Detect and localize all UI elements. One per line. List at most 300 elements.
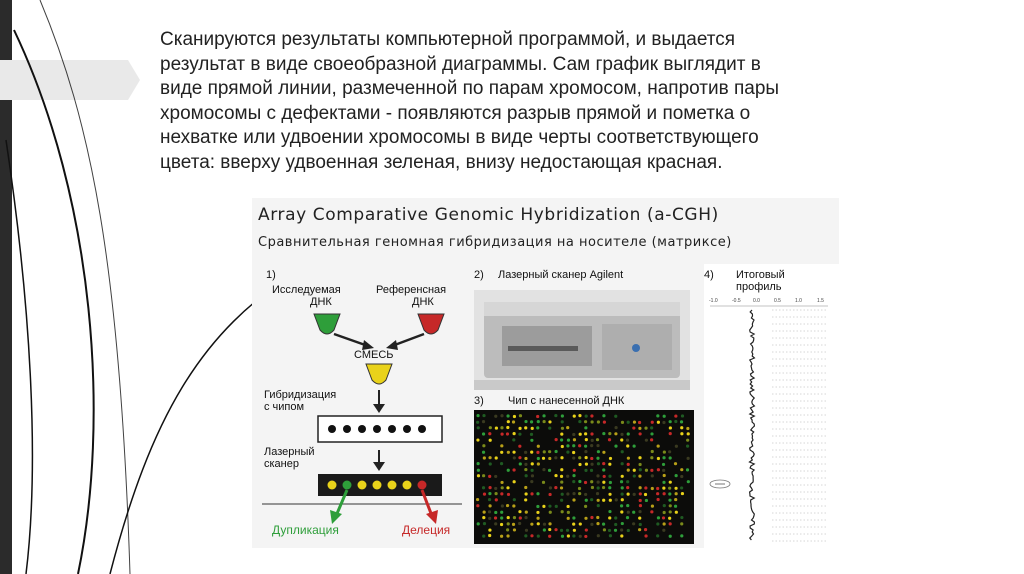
array-spot — [590, 463, 593, 466]
array-spot — [537, 457, 540, 460]
array-spot — [662, 529, 665, 532]
array-spot — [614, 426, 617, 429]
array-spot — [620, 480, 623, 483]
array-spot — [681, 414, 684, 417]
panel4-number: 4) — [704, 269, 714, 281]
array-spot — [519, 462, 522, 465]
array-spot — [603, 528, 606, 531]
array-spot — [549, 511, 552, 514]
array-spot — [506, 504, 509, 507]
array-spot — [501, 504, 504, 507]
paragraph-line: цвета: вверху удвоенная зеленая, внизу недостающая красная. — [160, 151, 723, 173]
paragraph-line: нехватке или удвоении хромосомы в виде черты соответствующего — [160, 127, 759, 148]
array-spot — [561, 510, 564, 513]
array-spot — [554, 456, 557, 459]
array-spot — [488, 486, 491, 489]
array-spot — [657, 468, 660, 471]
array-spot — [560, 468, 563, 471]
array-spot — [548, 505, 551, 508]
array-spot — [524, 457, 527, 460]
array-spot — [687, 432, 690, 435]
array-spot — [500, 426, 503, 429]
array-spot — [525, 511, 528, 514]
array-spot — [596, 438, 599, 441]
array-spot — [506, 426, 509, 429]
array-spot — [644, 528, 647, 531]
array-spot — [614, 432, 617, 435]
array-spot — [614, 523, 617, 526]
array-spot — [536, 426, 539, 429]
array-spot — [554, 474, 557, 477]
array-spot — [566, 505, 569, 508]
array-spot — [639, 504, 642, 507]
array-spot — [627, 457, 630, 460]
array-spot — [602, 523, 605, 526]
array-spot — [669, 522, 672, 525]
array-spot — [669, 481, 672, 484]
array-spot — [656, 522, 659, 525]
array-spot — [657, 421, 660, 424]
array-spot — [543, 420, 546, 423]
array-spot — [614, 516, 617, 519]
array-spot — [639, 432, 642, 435]
array-spot — [596, 474, 599, 477]
array-spot — [633, 469, 636, 472]
array-spot — [608, 493, 611, 496]
array-spot — [560, 486, 563, 489]
array-spot — [530, 439, 533, 442]
array-spot — [512, 468, 515, 471]
array-spot — [572, 480, 575, 483]
array-spot — [609, 499, 612, 502]
array-spot — [548, 450, 551, 453]
array-spot — [507, 493, 510, 496]
array-spot — [674, 462, 677, 465]
array-spot — [561, 493, 564, 496]
array-spot — [627, 463, 630, 466]
array-spot — [572, 523, 575, 526]
array-spot — [482, 516, 485, 519]
array-spot — [590, 469, 593, 472]
array-spot — [566, 529, 569, 532]
array-spot — [633, 445, 636, 448]
panel3-number: 3) — [474, 395, 484, 407]
array-spot — [602, 481, 605, 484]
array-spot — [555, 505, 558, 508]
array-spot — [524, 498, 527, 501]
array-spot — [608, 529, 611, 532]
array-spot — [524, 534, 527, 537]
reference-label-2: ДНК — [412, 296, 434, 308]
array-spot — [489, 426, 492, 429]
array-spot — [561, 414, 564, 417]
array-spot — [512, 504, 515, 507]
array-spot — [608, 475, 611, 478]
array-spot — [513, 516, 516, 519]
array-spot — [495, 456, 498, 459]
array-spot — [662, 487, 665, 490]
array-spot — [500, 523, 503, 526]
array-spot — [602, 486, 605, 489]
array-spot — [596, 457, 599, 460]
array-spot — [477, 426, 480, 429]
array-spot — [500, 451, 503, 454]
array-spot — [500, 516, 503, 519]
array-spot — [573, 469, 576, 472]
array-spot — [495, 426, 498, 429]
array-spot — [639, 468, 642, 471]
array-spot — [680, 486, 683, 489]
array-spot — [686, 445, 689, 448]
array-spot — [584, 505, 587, 508]
array-spot — [663, 415, 666, 418]
array-spot — [669, 426, 672, 429]
array-spot — [548, 469, 551, 472]
tick-label: -1.0 — [709, 298, 718, 304]
array-spot — [500, 444, 503, 447]
array-spot — [656, 534, 659, 537]
array-spot — [477, 469, 480, 472]
sample-label-2: ДНК — [310, 296, 332, 308]
array-spot — [656, 492, 659, 495]
array-spot — [602, 468, 605, 471]
array-spot — [621, 493, 624, 496]
array-spot — [608, 516, 611, 519]
array-spot — [657, 457, 660, 460]
array-spot — [638, 510, 641, 513]
array-spot — [602, 451, 605, 454]
array-spot — [536, 415, 539, 418]
sample-label-1: Исследуемая — [272, 284, 341, 296]
array-spot — [578, 420, 581, 423]
array-spot — [483, 456, 486, 459]
array-spot — [620, 504, 623, 507]
array-spot — [513, 456, 516, 459]
array-spot — [530, 492, 533, 495]
array-spot — [489, 462, 492, 465]
array-spot — [651, 450, 654, 453]
array-spot — [669, 432, 672, 435]
array-spot — [675, 445, 678, 448]
array-spot — [506, 528, 509, 531]
array-spot — [638, 421, 641, 424]
array-spot — [494, 516, 497, 519]
array-spot — [663, 474, 666, 477]
array-spot — [554, 486, 557, 489]
array-spot — [566, 426, 569, 429]
array-spot — [584, 432, 587, 435]
array-spot — [518, 433, 521, 436]
array-spot — [513, 528, 516, 531]
array-spot — [627, 469, 630, 472]
paragraph-line: Сканируются результаты компьютерной программой, и выдается — [160, 29, 736, 50]
tick-label: -0.5 — [732, 298, 741, 304]
array-spot — [621, 462, 624, 465]
array-spot — [543, 450, 546, 453]
array-spot — [554, 528, 557, 531]
array-spot — [500, 511, 503, 514]
array-spot — [572, 534, 575, 537]
array-spot — [650, 432, 653, 435]
array-spot — [644, 493, 647, 496]
array-spot — [561, 535, 564, 538]
array-spot — [674, 414, 677, 417]
array-spot — [651, 421, 654, 424]
array-spot — [651, 505, 654, 508]
array-spot — [542, 414, 545, 417]
array-spot — [500, 535, 503, 538]
array-spot — [512, 451, 515, 454]
array-spot — [512, 438, 515, 441]
array-spot — [507, 420, 510, 423]
array-spot — [669, 504, 672, 507]
array-spot — [543, 528, 546, 531]
array-spot — [482, 535, 485, 538]
array-spot — [603, 475, 606, 478]
array-spot — [590, 498, 593, 501]
array-spot — [537, 462, 540, 465]
array-spot — [530, 433, 533, 436]
deletion-label: Делеция — [402, 523, 451, 537]
array-spot — [638, 456, 641, 459]
array-spot — [518, 427, 521, 430]
array-spot — [662, 481, 665, 484]
array-spot — [614, 415, 617, 418]
array-spot — [663, 511, 666, 514]
array-spot — [518, 510, 521, 513]
array-spot — [513, 432, 516, 435]
array-spot — [608, 438, 611, 441]
array-spot — [657, 498, 660, 501]
array-spot — [572, 492, 575, 495]
panel4-label-2: профиль — [736, 281, 782, 293]
array-spot — [548, 457, 551, 460]
array-spot — [561, 427, 564, 430]
acgh-figure — [252, 198, 839, 548]
figure-title-ru: Сравнительная геномная гибридизация на носителе (матриксе) — [258, 235, 732, 250]
array-spot — [537, 445, 540, 448]
array-spot — [543, 523, 546, 526]
array-spot — [494, 415, 497, 418]
array-spot — [554, 450, 557, 453]
array-spot — [477, 462, 480, 465]
array-spot — [609, 534, 612, 537]
array-spot — [627, 421, 630, 424]
array-spot — [585, 463, 588, 466]
array-spot — [663, 450, 666, 453]
array-spot — [572, 498, 575, 501]
array-spot — [632, 522, 635, 525]
array-spot — [686, 427, 689, 430]
array-spot — [626, 444, 629, 447]
array-spot — [674, 487, 677, 490]
array-spot — [537, 522, 540, 525]
array-spot — [483, 522, 486, 525]
array-spot — [686, 439, 689, 442]
array-spot — [524, 426, 527, 429]
array-spot — [663, 522, 666, 525]
array-spot — [590, 457, 593, 460]
array-spot — [602, 432, 605, 435]
array-spot — [536, 511, 539, 514]
array-spot — [591, 420, 594, 423]
array-spot — [675, 511, 678, 514]
array-spot — [645, 499, 648, 502]
array-spot — [567, 439, 570, 442]
array-spot — [614, 445, 617, 448]
array-spot — [542, 457, 545, 460]
array-spot — [560, 499, 563, 502]
array-spot — [584, 517, 587, 520]
array-spot — [651, 474, 654, 477]
array-spot — [524, 420, 527, 423]
array-spot — [639, 492, 642, 495]
array-spot — [638, 475, 641, 478]
array-spot — [519, 516, 522, 519]
array-spot — [686, 468, 689, 471]
array-spot — [560, 456, 563, 459]
array-spot — [608, 463, 611, 466]
panel2-label: Лазерный сканер Agilent — [498, 269, 624, 281]
array-spot — [620, 534, 623, 537]
array-spot — [524, 463, 527, 466]
reference-label-1: Референсная — [376, 284, 447, 296]
array-spot — [651, 487, 654, 490]
array-spot — [536, 505, 539, 508]
array-spot — [644, 534, 647, 537]
array-spot — [639, 486, 642, 489]
array-spot — [512, 523, 515, 526]
array-spot — [620, 528, 623, 531]
array-spot — [507, 522, 510, 525]
array-spot — [680, 522, 683, 525]
duplication-label: Дупликация — [272, 523, 339, 537]
panel2-number: 2) — [474, 269, 484, 281]
panel1-number: 1) — [266, 269, 276, 281]
array-spot — [507, 516, 510, 519]
array-spot — [680, 432, 683, 435]
array-spot — [567, 517, 570, 520]
array-spot — [663, 492, 666, 495]
array-spot — [609, 481, 612, 484]
array-spot — [573, 529, 576, 532]
array-spot — [572, 516, 575, 519]
array-spot — [632, 426, 635, 429]
figure-title-en: Array Comparative Genomic Hybridization (a-CGH) — [258, 205, 719, 225]
tick-label: 0.0 — [753, 298, 760, 304]
array-spot — [620, 438, 623, 441]
array-spot — [506, 486, 509, 489]
array-spot — [483, 493, 486, 496]
array-spot — [476, 438, 479, 441]
array-spot — [645, 469, 648, 472]
array-spot — [566, 492, 569, 495]
array-spot — [548, 420, 551, 423]
array-spot — [591, 439, 594, 442]
array-spot — [627, 493, 630, 496]
array-spot — [644, 486, 647, 489]
array-spot — [500, 481, 503, 484]
array-spot — [645, 439, 648, 442]
array-spot — [615, 498, 618, 501]
tick-label: 0.5 — [774, 298, 781, 304]
array-spot — [482, 420, 485, 423]
array-spot — [584, 469, 587, 472]
array-spot — [609, 457, 612, 460]
array-spot — [621, 450, 624, 453]
array-spot — [602, 499, 605, 502]
array-spot — [518, 522, 521, 525]
array-spot — [537, 420, 540, 423]
array-spot — [506, 414, 509, 417]
array-spot — [579, 535, 582, 538]
array-spot — [488, 498, 491, 501]
gray-arrow-shape — [0, 60, 140, 100]
array-spot — [567, 534, 570, 537]
array-spot — [531, 427, 534, 430]
array-spot — [602, 414, 605, 417]
array-spot — [542, 468, 545, 471]
array-spot — [674, 505, 677, 508]
array-spot — [590, 432, 593, 435]
array-spot — [584, 493, 587, 496]
array-spot — [596, 522, 599, 525]
array-spot — [680, 420, 683, 423]
array-spot — [476, 414, 479, 417]
array-spot — [597, 481, 600, 484]
array-spot — [620, 510, 623, 513]
array-spot — [614, 529, 617, 532]
array-spot — [525, 529, 528, 532]
paragraph-line: виде прямой линии, размеченной по парам хромосом, напротив пары — [160, 78, 780, 99]
array-spot — [500, 433, 503, 436]
array-spot — [638, 463, 641, 466]
array-spot — [627, 529, 630, 532]
array-spot — [620, 433, 623, 436]
array-spot — [489, 439, 492, 442]
array-spot — [669, 456, 672, 459]
array-spot — [524, 468, 527, 471]
array-spot — [597, 420, 600, 423]
array-spot — [644, 427, 647, 430]
array-spot — [488, 510, 491, 513]
array-spot — [482, 414, 485, 417]
array-spot — [590, 414, 593, 417]
array-spot — [662, 421, 665, 424]
array-spot — [566, 444, 569, 447]
array-spot — [584, 420, 587, 423]
array-spot — [524, 451, 527, 454]
array-spot — [632, 511, 635, 514]
array-spot — [530, 480, 533, 483]
array-spot — [531, 474, 534, 477]
array-spot — [597, 450, 600, 453]
array-spot — [530, 469, 533, 472]
array-spot — [638, 517, 641, 520]
array-spot — [560, 480, 563, 483]
array-spot — [639, 523, 642, 526]
array-spot — [482, 486, 485, 489]
array-spot — [668, 487, 671, 490]
panel3-label: Чип с нанесенной ДНК — [508, 395, 625, 407]
array-spot — [584, 450, 587, 453]
array-spot — [621, 475, 624, 478]
array-spot — [524, 492, 527, 495]
array-spot — [650, 426, 653, 429]
array-spot — [590, 516, 593, 519]
array-spot — [585, 438, 588, 441]
array-spot — [579, 433, 582, 436]
